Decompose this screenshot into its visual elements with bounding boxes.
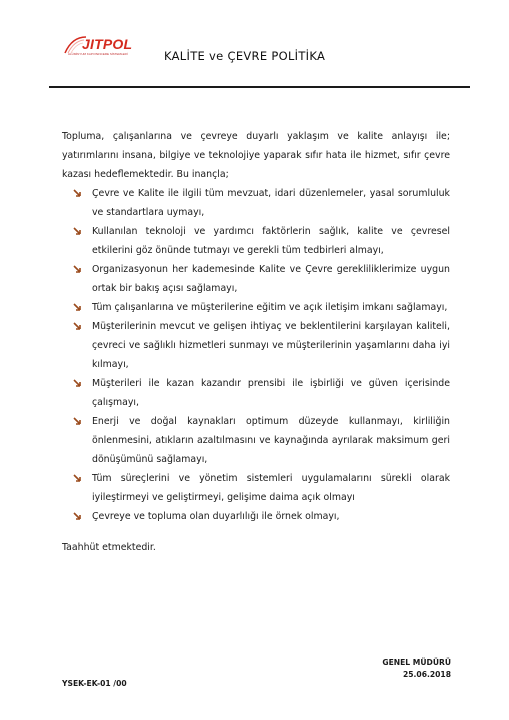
- policy-item: [62, 222, 450, 260]
- policy-item: [62, 469, 450, 507]
- arrow-bullet-icon: [72, 264, 82, 274]
- policy-item-text: Çevre ve Kalite ile ilgili tüm mevzuat, idari düzenlemeler, yasal sorumluluk ve standartlara uymayı,: [92, 188, 450, 218]
- policy-item-text: Tüm süreçlerini ve yönetim sistemleri uygulamalarını sürekli olarak iyileştirmeyi ve geliştirmeyi, gelişime daima açık olmayı: [92, 473, 450, 503]
- company-logo: [62, 33, 133, 59]
- logo-subtitle: ALÜMİNYUM KAPI PENCERE SİSTEMLERİ: [68, 52, 128, 56]
- policy-item: [62, 298, 450, 317]
- policy-item-text: Müşterilerinin mevcut ve gelişen ihtiyaç ve beklentilerini karşılayan kaliteli, çevreci ve sağlıklı hizmetleri sunmayı ve müşterilerinin yaşamlarını daha iyi kılmayı,: [92, 321, 450, 370]
- signature-block: [382, 657, 451, 681]
- arrow-bullet-icon: [72, 511, 82, 521]
- policy-item: [62, 412, 450, 469]
- header-divider: [49, 86, 470, 88]
- arrow-bullet-icon: [72, 302, 82, 312]
- policy-item-text: Müşterileri ile kazan kazandır prensibi ile işbirliği ve güven içerisinde çalışmayı,: [92, 378, 450, 408]
- policy-item-text: Enerji ve doğal kaynakları optimum düzeyde kullanmayı, kirliliğin önlenmesini, atıkların azaltılmasını ve kaynağında ayrılarak maksimum geri dönüşümünü sağlamayı,: [92, 416, 450, 465]
- policy-item: [62, 317, 450, 374]
- arrow-bullet-icon: [72, 473, 82, 483]
- arrow-bullet-icon: [72, 321, 82, 331]
- policy-item-text: Tüm çalışanlarına ve müşterilerine eğitim ve açık iletişim imkanı sağlamayı,: [92, 302, 448, 313]
- policy-item: [62, 260, 450, 298]
- policy-item-text: Kullanılan teknoloji ve yardımcı faktörlerin sağlık, kalite ve çevresel etkilerini göz önünde tutmayı ve gerekli tüm tedbirleri almayı,: [92, 226, 450, 256]
- intro-paragraph: Topluma, çalışanlarına ve çevreye duyarlı yaklaşım ve kalite anlayışı ile; yatırımlarını insana, bilgiye ve teknolojiye yaparak sıfır hata ile hizmet, sıfır çevre kazası hedeflemektedir. Bu inançla;: [62, 131, 450, 180]
- policy-item: [62, 184, 450, 222]
- arrow-bullet-icon: [72, 416, 82, 426]
- page-title: KALİTE ve ÇEVRE POLİTİKA: [164, 49, 326, 63]
- arrow-bullet-icon: [72, 378, 82, 388]
- policy-item-text: Çevreye ve topluma olan duyarlılığı ile örnek olmayı,: [92, 511, 340, 522]
- signature-date: 25.06.2018: [402, 670, 451, 679]
- document-code: YSEK-EK-01 /00: [62, 679, 127, 688]
- arrow-bullet-icon: [72, 226, 82, 236]
- policy-item: [62, 374, 450, 412]
- policy-item-text: Organizasyonun her kademesinde Kalite ve Çevre gerekliliklerimize uygun ortak bir bakış açısı sağlamayı,: [92, 264, 450, 294]
- closing-statement: Taahhüt etmektedir.: [62, 542, 156, 553]
- signatory-title: GENEL MÜDÜRÜ: [382, 658, 451, 667]
- policy-list: [62, 184, 450, 526]
- logo-text: JITPOL: [82, 36, 133, 52]
- arrow-bullet-icon: [72, 188, 82, 198]
- policy-item: [62, 507, 450, 526]
